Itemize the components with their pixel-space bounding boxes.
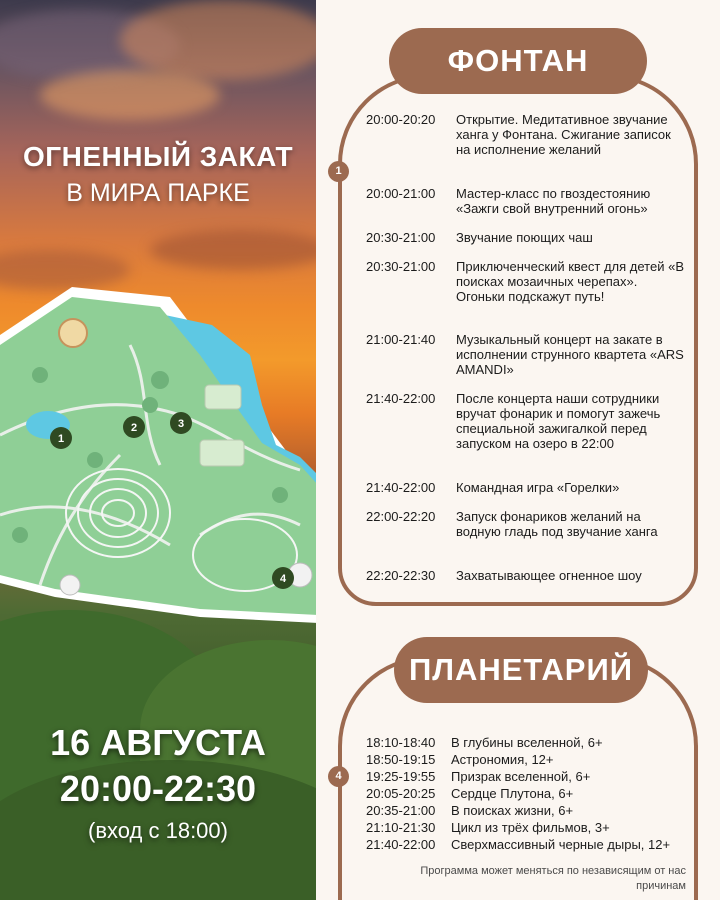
event-desc: В глубины вселенной, 6+ [451, 735, 603, 750]
schedule-row [366, 769, 681, 784]
event-desc: Музыкальный концерт на закате в исполнении струнного квартета «ARS AMANDI» [456, 332, 684, 377]
schedule-row [366, 186, 686, 216]
event-desc: Мастер-класс по гвоздестоянию «Зажги свой внутренний огонь» [456, 186, 651, 216]
cloud [40, 70, 220, 120]
event-time: 22:20-22:30 [366, 568, 436, 583]
event-time: 20:30-21:00 [366, 230, 436, 245]
event-time: 22:00-22:20 [366, 509, 436, 524]
schedule-row [366, 230, 686, 245]
map-marker-2[interactable] [123, 416, 145, 438]
fountain-heading: ФОНТАН [389, 28, 647, 94]
map-marker-3[interactable] [170, 412, 192, 434]
event-desc: Командная игра «Горелки» [456, 480, 620, 495]
map-marker-3-label: 3 [177, 418, 185, 430]
tree [272, 487, 288, 503]
fountain-marker: 1 [328, 161, 349, 182]
entry-time: (вход с 18:00) [88, 818, 228, 843]
planetarium-schedule [366, 735, 696, 855]
event-time: 20:35-21:00 [366, 803, 436, 818]
schedule-row [366, 112, 686, 157]
schedule-row [366, 332, 686, 377]
event-time: 21:40-22:00 [366, 480, 436, 495]
fountain-schedule [366, 112, 696, 592]
schedule-row [366, 509, 686, 539]
tree [151, 371, 169, 389]
cloud [120, 0, 316, 80]
hero-image-panel [0, 0, 316, 900]
schedule-row [366, 803, 681, 818]
cloud [150, 230, 316, 270]
planetarium-marker: 4 [328, 766, 349, 787]
event-desc: Открытие. Медитативное звучание ханга у Фонтана. Сжигание записок на исполнение желаний [456, 112, 671, 157]
disclaimer-note: Программа может меняться по независящим от нас причинам [420, 865, 686, 892]
event-time: 20:05-20:25 [366, 786, 436, 801]
event-desc: Сердце Плутона, 6+ [451, 786, 574, 801]
event-time: 20:00-22:30 [59, 768, 257, 809]
event-title [0, 140, 316, 210]
park-map [0, 285, 316, 625]
event-title-line2: В МИРА ПАРКЕ [66, 179, 250, 207]
schedule-row [366, 786, 681, 801]
event-desc: После концерта наши сотрудники вручат фонарик и помогут зажечь специальной зажигалкой перед запуском на озеро в 22:00 [456, 391, 661, 451]
tree [12, 527, 28, 543]
map-marker-4-label: 4 [279, 573, 287, 585]
schedule-row [366, 837, 681, 852]
event-title-line1: ОГНЕННЫЙ ЗАКАТ [22, 141, 294, 172]
event-desc: Сверхмассивный черные дыры, 12+ [451, 837, 671, 852]
schedule-row [366, 391, 686, 451]
event-time: 18:10-18:40 [366, 735, 436, 750]
event-time: 19:25-19:55 [366, 769, 436, 784]
event-desc: Призрак вселенной, 6+ [451, 769, 591, 784]
map-marker-2-label: 2 [130, 422, 138, 434]
event-date: 16 АВГУСТА [50, 722, 266, 763]
tree [32, 367, 48, 383]
tree [87, 452, 103, 468]
cloud [0, 250, 130, 290]
event-desc: Захватывающее огненное шоу [456, 568, 642, 583]
event-time: 20:00-20:20 [366, 112, 436, 127]
event-time: 21:00-21:40 [366, 332, 436, 347]
building [205, 385, 241, 409]
dome [60, 575, 80, 595]
map-marker-1-label: 1 [57, 433, 65, 445]
schedule-row [366, 820, 681, 835]
event-time: 18:50-19:15 [366, 752, 436, 767]
event-time: 20:00-21:00 [366, 186, 436, 201]
event-desc: В поисках жизни, 6+ [451, 803, 574, 818]
schedule-row [366, 752, 681, 767]
date-block [0, 720, 316, 848]
event-time: 20:30-21:00 [366, 259, 436, 274]
event-time: 21:10-21:30 [366, 820, 436, 835]
planetarium-heading: ПЛАНЕТАРИЙ [394, 637, 648, 703]
event-time: 21:40-22:00 [366, 837, 436, 852]
map-marker-4[interactable] [272, 567, 294, 589]
event-desc: Звучание поющих чаш [456, 230, 593, 245]
map-marker-1[interactable] [50, 427, 72, 449]
schedule-row [366, 259, 686, 304]
event-desc: Приключенческий квест для детей «В поисках мозаичных черепах». Огоньки подскажут путь! [456, 259, 684, 304]
event-desc: Запуск фонариков желаний на водную гладь под звучание ханга [456, 509, 658, 539]
schedule-row [366, 480, 686, 495]
building [200, 440, 244, 466]
fountain-dome [59, 319, 87, 347]
tree [142, 397, 158, 413]
schedule-row [366, 735, 681, 750]
event-desc: Цикл из трёх фильмов, 3+ [451, 820, 610, 835]
event-desc: Астрономия, 12+ [451, 752, 554, 767]
schedule-row [366, 568, 686, 583]
event-time: 21:40-22:00 [366, 391, 436, 406]
